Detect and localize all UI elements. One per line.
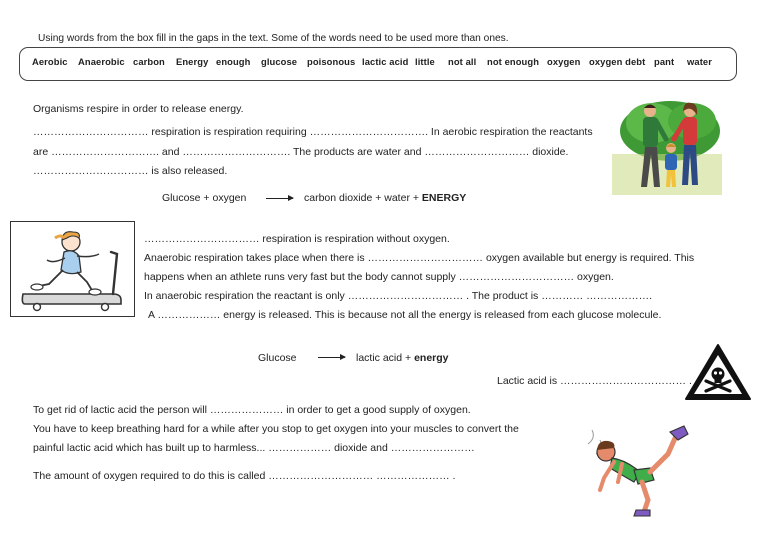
word-box-item: Energy <box>176 56 209 67</box>
equation1-left: Glucose + oxygen <box>162 192 247 204</box>
arrow-icon <box>318 357 345 358</box>
equation2-right: lactic acid + energy <box>356 352 449 364</box>
section3-line3: painful lactic acid which has built up to harmless... ……………… dioxide and …………………… <box>33 442 475 454</box>
section3-line2: You have to keep breathing hard for a while after you stop to get oxygen into your muscles to convert the <box>33 423 519 435</box>
section1-line2: …………………………… respiration is respiration requiring ……………………………. In aerobic respiration the reactants <box>33 126 593 138</box>
word-box-item: not all <box>448 56 477 67</box>
lactic-acid-line: Lactic acid is ……………………………… . <box>497 375 692 387</box>
word-box-item: poisonous <box>307 56 356 67</box>
word-box-item: little <box>415 56 435 67</box>
instruction-text: Using words from the box fill in the gaps in the text. Some of the words need to be used more than ones. <box>38 33 509 44</box>
toxic-warning-icon <box>684 343 752 401</box>
word-box-item: carbon <box>133 56 165 67</box>
word-box-item: lactic acid <box>362 56 409 67</box>
section1-line4: …………………………… is also released. <box>33 165 228 177</box>
section2-line1: …………………………… respiration is respiration without oxygen. <box>144 233 450 245</box>
equation1-right: carbon dioxide + water + ENERGY <box>304 192 467 204</box>
word-box-item: pant <box>654 56 675 67</box>
word-box-item: enough <box>216 56 251 67</box>
equation2-energy: energy <box>414 352 449 364</box>
arrow-icon <box>266 198 293 199</box>
treadmill-image-frame <box>10 221 135 317</box>
word-box-item: Anaerobic <box>78 56 125 67</box>
word-box-item: not enough <box>487 56 540 67</box>
word-box-item: oxygen debt <box>589 56 646 67</box>
section3-line1: To get rid of lactic acid the person will ………………… in order to get a good supply of oxygen. <box>33 404 471 416</box>
family-walking-icon <box>612 99 722 195</box>
tired-runner-icon <box>584 424 694 519</box>
word-box-item: glucose <box>261 56 298 67</box>
equation1-energy: ENERGY <box>421 192 467 204</box>
word-box <box>19 47 737 81</box>
section3-line4: The amount of oxygen required to do this is called ………………………… ………………… . <box>33 470 456 482</box>
section2-line3: happens when an athlete runs very fast but the body cannot supply …………………………… oxygen. <box>144 271 614 283</box>
section2-line5: A ……………… energy is released. This is because not all the energy is released from each glucose molecule. <box>148 309 662 321</box>
equation2-left: Glucose <box>258 352 297 364</box>
section1-line3: are …………………………. and …………………………. The products are water and ………………………… dioxide. <box>33 146 569 158</box>
word-box-item: Aerobic <box>32 56 68 67</box>
section2-line2: Anaerobic respiration takes place when there is …………………………… oxygen available but energy is required. This <box>144 252 695 264</box>
treadmill-runner-icon <box>17 226 129 312</box>
word-box-item: water <box>687 56 712 67</box>
section1-line1: Organisms respire in order to release energy. <box>33 103 244 115</box>
section2-line4: In anaerobic respiration the reactant is only …………………………… . The product is ………… ………………. <box>144 290 653 302</box>
word-box-item: oxygen <box>547 56 581 67</box>
